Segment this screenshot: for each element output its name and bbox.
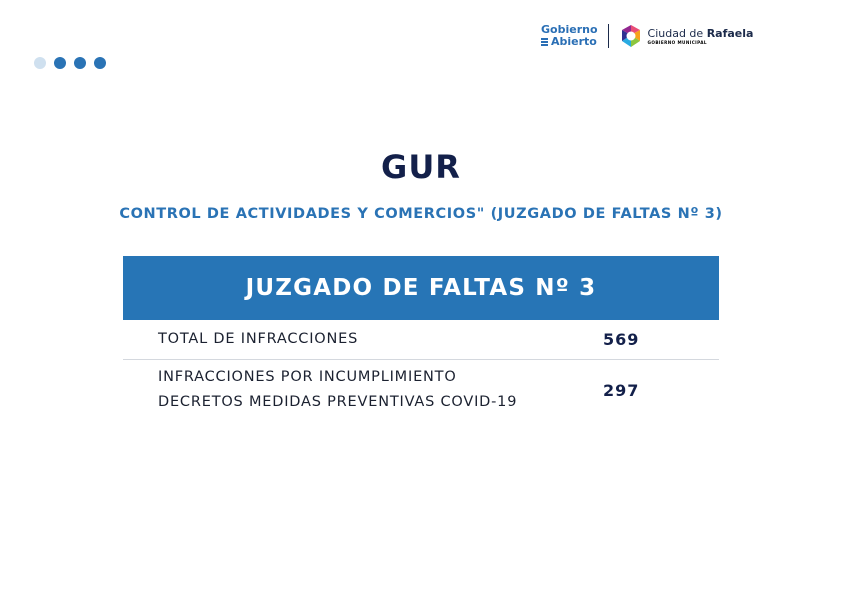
row-label-line: INFRACCIONES POR INCUMPLIMIENTO (158, 369, 457, 385)
table-row (123, 320, 719, 360)
table-header: JUZGADO DE FALTAS Nº 3 (123, 256, 719, 320)
indicator-dot (54, 57, 66, 69)
ciudad-rafaela-logo (619, 24, 754, 48)
row-value: 297 (603, 380, 640, 400)
row-label (158, 365, 598, 415)
infractions-table (123, 256, 719, 420)
header-logos (541, 24, 753, 48)
page-title: GUR (381, 148, 461, 186)
city-prefix: Ciudad de (647, 26, 707, 40)
logo-divider (608, 24, 609, 48)
gobierno-abierto-logo (541, 24, 598, 48)
table-row (123, 360, 719, 420)
city-subtitle: GOBIERNO MUNICIPAL (647, 39, 707, 45)
indicator-dot (34, 57, 46, 69)
city-name: Rafaela (706, 26, 754, 40)
row-label-line: DECRETOS MEDIDAS PREVENTIVAS COVID-19 (158, 394, 518, 410)
row-value: 569 (603, 330, 640, 349)
abierto-label: Abierto (551, 35, 597, 48)
page-indicator-dots (34, 57, 106, 69)
row-label: TOTAL DE INFRACCIONES (158, 331, 359, 347)
indicator-dot (74, 57, 86, 69)
lines-icon (541, 38, 549, 46)
indicator-dot (94, 57, 106, 69)
rafaela-emblem-icon (619, 24, 643, 48)
gobierno-label: Gobierno (541, 23, 598, 36)
page-subtitle: CONTROL DE ACTIVIDADES Y COMERCIOS" (JUZGADO DE FALTAS Nº 3) (119, 206, 723, 222)
